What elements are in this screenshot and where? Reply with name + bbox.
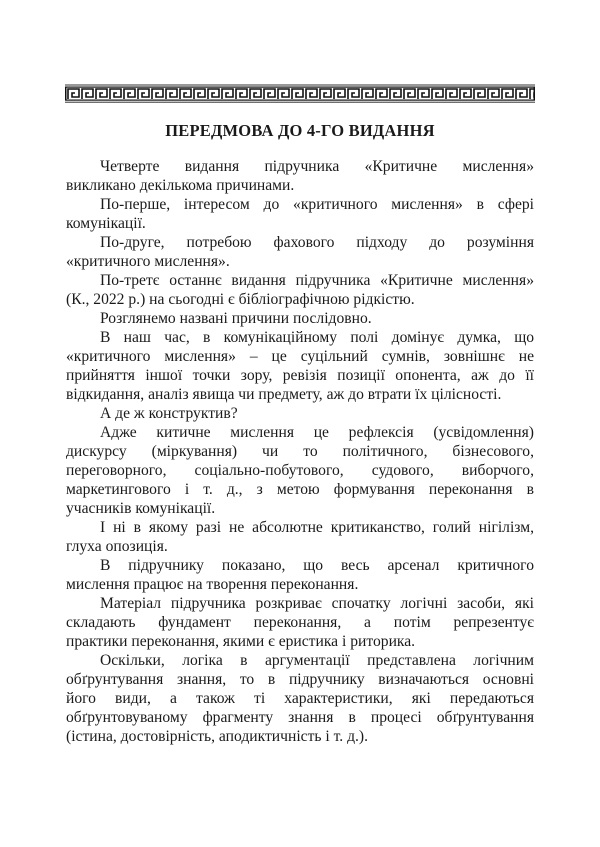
- text-line: В підручнику показано, що весь арсенал критичного: [100, 557, 534, 574]
- text-line: (К., 2022 р.) на сьогодні є бібліографічною рідкістю.: [66, 291, 415, 308]
- text-line: «критичного мислення» – це суцільний сумнів, зовнішнє не: [66, 348, 534, 365]
- text-line: А де ж конструктив?: [100, 405, 238, 422]
- text-line: викликано декількома причинами.: [66, 177, 295, 194]
- text-line: Оскільки, логіка в аргументації представлена логічним: [100, 652, 534, 669]
- paragraph: [66, 556, 534, 594]
- text-line: обґрунтування знання, то в підручнику визначаються основні: [66, 671, 534, 688]
- text-line: По-третє останнє видання підручника «Критичне мислення»: [100, 272, 534, 289]
- text-line: відкидання, аналіз явища чи предмету, аж до втрати їх цілісності.: [66, 386, 502, 403]
- text-line: комунікації.: [66, 215, 146, 232]
- paragraph: [66, 157, 534, 195]
- text-line: Адже китичне мислення це рефлексія (усвідомлення): [100, 424, 534, 441]
- text-line: В наш час, в комунікаційному полі домінує думка, що: [100, 329, 534, 346]
- text-line: «критичного мислення».: [66, 253, 230, 270]
- text-line: маркетингового і т. д., з метою формування переконання в: [66, 481, 534, 498]
- paragraph: [66, 233, 534, 271]
- paragraph: [66, 594, 534, 651]
- text-line: глуха опозиція.: [66, 538, 168, 555]
- text-line: обґрунтовуваному фрагменту знання в процесі обґрунтування: [66, 709, 534, 726]
- body-text: [66, 157, 534, 746]
- text-line: Розглянемо названі причини послідовно.: [100, 310, 372, 327]
- text-line: По-друге, потребою фахового підходу до розуміння: [100, 234, 534, 251]
- text-line: учасників комунікації.: [66, 500, 216, 517]
- text-line: мислення працює на творення переконання.: [66, 576, 359, 593]
- text-line: (істина, достовірність, аподиктичність і т. д.).: [66, 728, 369, 745]
- text-line: Матеріал підручника розкриває спочатку логічні засоби, які: [100, 595, 534, 612]
- text-line: По-перше, інтересом до «критичного мислення» в сфері: [100, 196, 534, 213]
- text-line: дискурсу (міркування) чи то політичного, бізнесового,: [66, 443, 534, 460]
- paragraph: [66, 309, 534, 328]
- text-line: практики переконання, якими є еристика і риторика.: [66, 633, 416, 650]
- paragraph: [66, 518, 534, 556]
- text-line: переговорного, соціально-побутового, судового, виборчого,: [66, 462, 534, 479]
- text-line: Четверте видання підручника «Критичне мислення»: [100, 158, 534, 175]
- text-line: І ні в якому разі не абсолютне критиканство, голий нігілізм,: [100, 519, 534, 536]
- paragraph: [66, 328, 534, 404]
- text-line: прийняття іншої точки зору, ревізія позиції опонента, аж до її: [66, 367, 534, 384]
- paragraph: [66, 423, 534, 518]
- greek-key-border: [65, 84, 535, 103]
- paragraph: [66, 195, 534, 233]
- paragraph: [66, 271, 534, 309]
- page-title: ПЕРЕДМОВА ДО 4-ГО ВИДАННЯ: [165, 121, 435, 140]
- text-line: складають фундамент переконання, а потім репрезентує: [66, 614, 534, 631]
- paragraph: [66, 404, 534, 423]
- paragraph: [66, 651, 534, 746]
- text-line: його види, а також ті характеристики, які передаються: [66, 690, 534, 707]
